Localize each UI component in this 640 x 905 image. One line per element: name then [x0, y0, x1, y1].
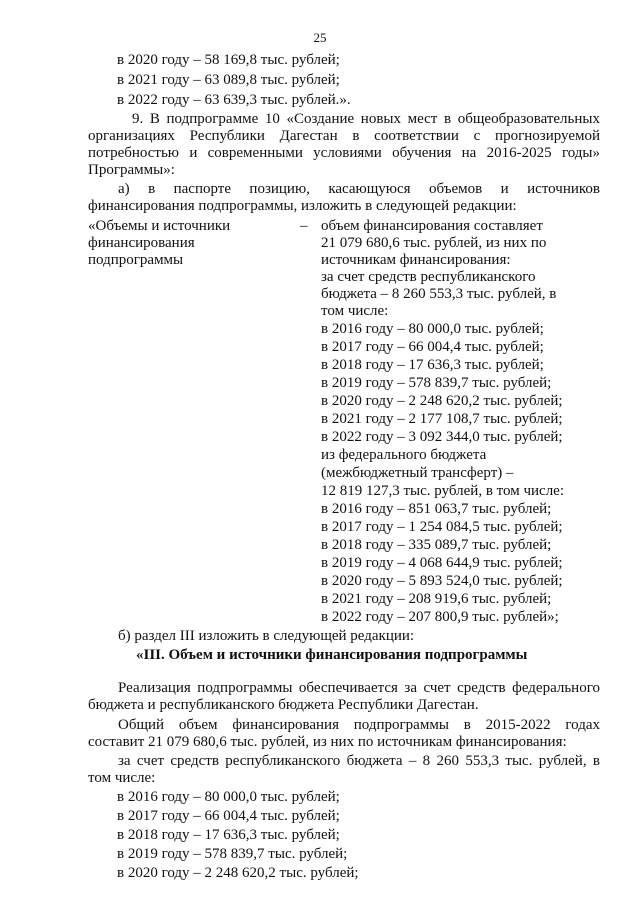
table-right-line: в 2022 году – 3 092 344,0 тыс. рублей; — [321, 429, 563, 445]
section-heading: «III. Объем и источники финансирования подпрограммы — [136, 647, 528, 663]
table-right-line: (межбюджетный трансферт) – — [321, 465, 514, 481]
text-line: в 2018 году – 17 636,3 тыс. рублей; — [117, 827, 340, 843]
table-right-line: бюджета – 8 260 553,3 тыс. рублей, в — [321, 286, 557, 302]
table-right-line: 21 079 680,6 тыс. рублей, из них по — [321, 235, 547, 251]
table-right-line: в 2018 году – 335 089,7 тыс. рублей; — [321, 537, 552, 553]
text-line: финансирования подпрограммы, изложить в следующей редакции: — [88, 198, 517, 214]
table-right-line: из федерального бюджета — [321, 447, 487, 463]
text-line: в 2017 году – 66 004,4 тыс. рублей; — [117, 808, 340, 824]
table-right-line: в 2016 году – 851 063,7 тыс. рублей; — [321, 501, 552, 517]
text-line: том числе: — [88, 770, 156, 786]
text-line: в 2016 году – 80 000,0 тыс. рублей; — [117, 789, 340, 805]
text-line: в 2022 году – 63 639,3 тыс. рублей.». — [117, 92, 351, 108]
table-right-line: в 2019 году – 4 068 644,9 тыс. рублей; — [321, 555, 563, 571]
text-line: в 2020 году – 2 248 620,2 тыс. рублей; — [117, 865, 359, 881]
text-line: организациях Республики Дагестан в соответствии с прогнозируемой — [88, 128, 600, 144]
text-line: в 2019 году – 578 839,7 тыс. рублей; — [117, 846, 348, 862]
table-left-cell: финансирования — [88, 235, 195, 251]
text-line: составит 21 079 680,6 тыс. рублей, из них по источникам финансирования: — [88, 734, 567, 750]
table-right-line: в 2020 году – 2 248 620,2 тыс. рублей; — [321, 393, 563, 409]
text-line: бюджета и республиканского бюджета Республики Дагестан. — [88, 697, 479, 713]
text-line: потребностью и современными условиями обучения на 2016-2025 годы» — [88, 145, 600, 161]
table-right-line: в 2022 году – 207 800,9 тыс. рублей»; — [321, 609, 559, 625]
text-line: Программы»: — [88, 162, 175, 178]
table-right-line: в 2020 году – 5 893 524,0 тыс. рублей; — [321, 573, 563, 589]
text-line: б) раздел III изложить в следующей редакции: — [118, 628, 415, 644]
table-right-line: в 2016 году – 80 000,0 тыс. рублей; — [321, 321, 544, 337]
text-line: 9. В подпрограмме 10 «Создание новых мест в общеобразовательных — [132, 111, 600, 127]
table-right-line: в 2021 году – 208 919,6 тыс. рублей; — [321, 591, 552, 607]
text-line: Реализация подпрограммы обеспечивается за счет средств федерального — [118, 680, 600, 696]
page-number: 25 — [313, 30, 327, 45]
table-dash: – — [300, 218, 308, 234]
text-line: а) в паспорте позицию, касающуюся объемов и источников — [118, 181, 600, 197]
table-right-line: в 2021 году – 2 177 108,7 тыс. рублей; — [321, 411, 563, 427]
table-right-line: в 2017 году – 66 004,4 тыс. рублей; — [321, 339, 544, 355]
table-left-cell: «Объемы и источники — [88, 218, 231, 234]
table-right-line: за счет средств республиканского — [321, 269, 536, 285]
text-line: за счет средств республиканского бюджета – 8 260 553,3 тыс. рублей, в — [118, 753, 600, 769]
table-left-cell: подпрограммы — [88, 252, 184, 268]
text-line: в 2021 году – 63 089,8 тыс. рублей; — [117, 72, 340, 88]
table-right-line: в 2017 году – 1 254 084,5 тыс. рублей; — [321, 519, 563, 535]
table-right-line: источникам финансирования: — [321, 252, 511, 268]
table-right-line: в 2018 году – 17 636,3 тыс. рублей; — [321, 357, 544, 373]
table-right-line: объем финансирования составляет — [321, 218, 543, 234]
table-right-line: 12 819 127,3 тыс. рублей, в том числе: — [321, 483, 565, 499]
table-right-line: в 2019 году – 578 839,7 тыс. рублей; — [321, 375, 552, 391]
table-right-line: том числе: — [321, 303, 389, 319]
text-line: Общий объем финансирования подпрограммы в 2015-2022 годах — [118, 717, 600, 733]
text-line: в 2020 году – 58 169,8 тыс. рублей; — [117, 52, 340, 68]
